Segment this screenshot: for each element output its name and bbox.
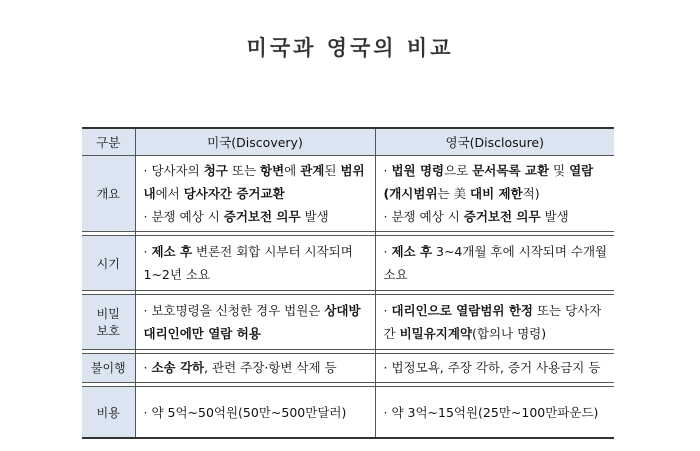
table-row — [82, 354, 614, 383]
uk-cell — [375, 354, 614, 383]
cell-text: 항변 — [260, 163, 285, 178]
uk-cell — [375, 236, 614, 291]
cell-text: 또는 당사자간 — [383, 303, 602, 341]
cell-text: · — [383, 303, 392, 318]
cell-paragraph — [144, 240, 369, 286]
header-category: 구분 — [82, 128, 135, 156]
cell-paragraph — [144, 205, 369, 228]
cell-text: 범위 내 — [143, 163, 365, 201]
cell-text: 에 — [284, 163, 301, 178]
cell-text: (개시범위 — [383, 186, 438, 201]
cell-text: 변론전 회합 시부터 시작되며 1~2년 소요 — [143, 244, 353, 282]
cell-paragraph — [384, 159, 609, 205]
table-row — [82, 295, 614, 350]
us-cell — [135, 156, 375, 232]
cell-text: 에서 — [155, 186, 184, 201]
cell-paragraph — [384, 240, 609, 286]
cell-text: · — [383, 244, 392, 259]
us-cell — [135, 387, 375, 439]
cell-text: 제소 후 — [151, 244, 193, 259]
row-label: 불이행 — [82, 354, 135, 383]
cell-paragraph — [384, 299, 609, 345]
cell-text: · — [383, 163, 392, 178]
header-uk: 영국(Disclosure) — [375, 128, 614, 156]
cell-text: 대비 제한 — [470, 186, 523, 201]
cell-text: 비밀유지계약 — [399, 326, 473, 341]
cell-text: · 약 3억~15억원(25만~100만파운드) — [383, 404, 599, 420]
page-title: 미국과 영국의 비교 — [246, 36, 454, 60]
cell-text: 문서목록 교환 — [472, 163, 550, 178]
cell-paragraph — [384, 205, 609, 228]
row-label: 시기 — [82, 236, 135, 291]
cell-text: (합의나 명령) — [472, 326, 547, 341]
cell-text: · 법정모욕, 주장 각하, 증거 사용금지 등 — [383, 360, 601, 375]
row-label: 비용 — [82, 387, 135, 439]
cell-text: · — [143, 244, 152, 259]
cell-text: 발생 — [540, 209, 569, 224]
cell-text: · 분쟁 예상 시 — [143, 209, 224, 224]
header-us: 미국(Discovery) — [135, 128, 375, 156]
cell-text: 는 美 — [437, 186, 471, 201]
cell-paragraph — [384, 358, 609, 378]
table-row — [82, 156, 614, 232]
cell-text: 및 — [549, 163, 570, 178]
cell-paragraph — [144, 159, 369, 205]
cell-text: · — [143, 360, 152, 375]
cell-paragraph — [144, 401, 369, 424]
cell-text: 으로 — [444, 163, 473, 178]
cell-text: 증거보전 의무 — [223, 209, 301, 224]
cell-text: 제소 후 — [391, 244, 433, 259]
cell-text: 당사자간 증거교환 — [183, 186, 285, 201]
cell-text: 소송 각하 — [151, 360, 205, 375]
cell-text: 열람 — [569, 163, 594, 178]
cell-text: 상대방 대리인에만 열람 허용 — [143, 303, 361, 341]
cell-text: · 당사자의 — [143, 163, 204, 178]
cell-paragraph — [144, 299, 369, 345]
cell-text: , 관련 주장·항변 삭제 등 — [204, 360, 337, 375]
cell-text: 청구 — [203, 163, 228, 178]
table-body — [82, 156, 614, 439]
us-cell — [135, 354, 375, 383]
row-label: 개요 — [82, 156, 135, 232]
cell-text: · 분쟁 예상 시 — [383, 209, 464, 224]
us-cell — [135, 295, 375, 350]
us-cell — [135, 236, 375, 291]
table-row — [82, 387, 614, 439]
comparison-table — [82, 127, 614, 439]
cell-text: 3~4개월 후에 시작되며 수개월 소요 — [383, 244, 608, 282]
cell-text: 된 — [324, 163, 341, 178]
cell-text: 발생 — [300, 209, 329, 224]
uk-cell — [375, 387, 614, 439]
uk-cell — [375, 156, 614, 232]
uk-cell — [375, 295, 614, 350]
cell-text: · 보호명령을 신청한 경우 법원은 — [143, 303, 325, 318]
cell-text: 대리인으로 열람범위 한정 — [391, 303, 533, 318]
cell-text: 관계 — [300, 163, 325, 178]
cell-text: 또는 — [227, 163, 260, 178]
row-label: 비밀 보호 — [82, 295, 135, 350]
cell-text: 적) — [522, 186, 540, 201]
cell-text: · 약 5억~50억원(50만~500만달러) — [143, 404, 347, 420]
table-header-row — [82, 128, 614, 156]
cell-text: 증거보전 의무 — [463, 209, 541, 224]
table-row — [82, 236, 614, 291]
cell-paragraph — [144, 358, 369, 378]
cell-text: 법원 명령 — [391, 163, 445, 178]
cell-paragraph — [384, 401, 609, 424]
